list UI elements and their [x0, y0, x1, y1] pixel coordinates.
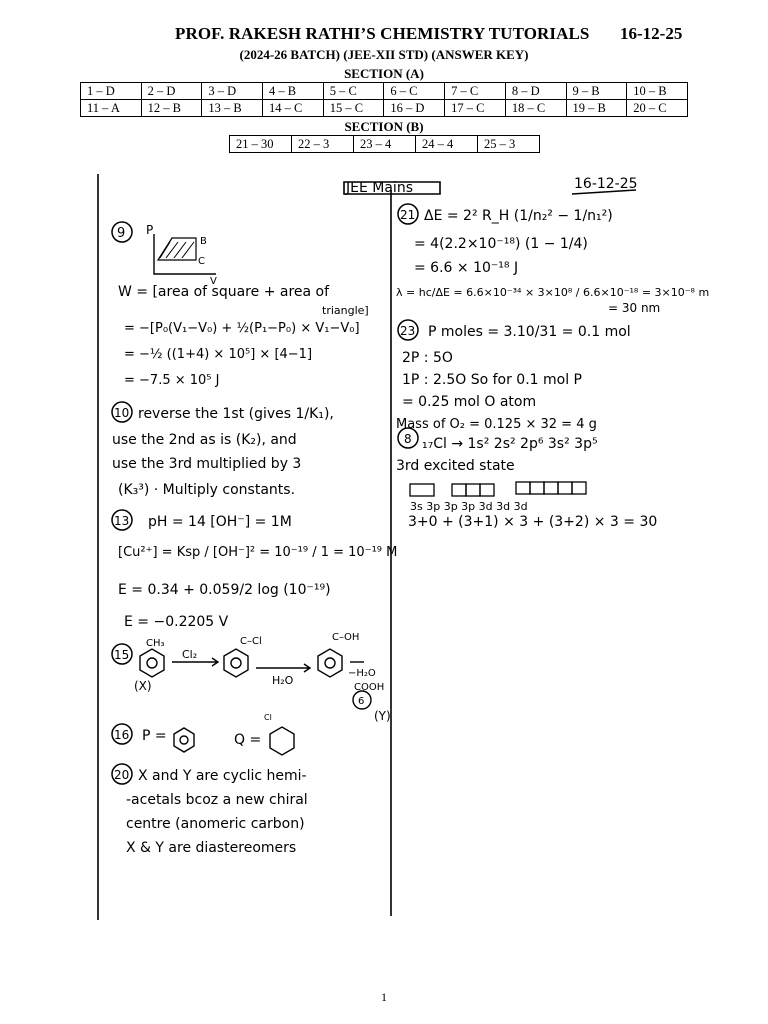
q16-q: Q = — [234, 732, 262, 748]
table-row — [230, 136, 540, 153]
answer-cell: 18 – C — [505, 100, 566, 117]
q23-line-5: Mass of O₂ = 0.125 × 32 = 4 g — [396, 417, 597, 432]
q9-line-4: = −7.5 × 10⁵ J — [124, 373, 220, 388]
page-title: PROF. RAKESH RATHI’S CHEMISTRY TUTORIALS — [175, 24, 590, 43]
section-b-table — [229, 135, 540, 153]
answer-cell: 19 – B — [566, 100, 627, 117]
handwritten-solutions — [96, 168, 710, 926]
q15-h2o: H₂O — [272, 674, 294, 687]
q21-line-2: = 4(2.2×10⁻¹⁸) (1 − 1/4) — [414, 236, 588, 252]
q23-line-2: 2P : 5O — [402, 350, 453, 366]
answer-cell: 25 – 3 — [478, 136, 540, 153]
header — [0, 24, 768, 48]
q20-line-4: X & Y are diastereomers — [126, 840, 297, 856]
q10-line-1: reverse the 1st (gives 1/K₁), — [138, 406, 334, 422]
answer-cell: 10 – B — [627, 83, 688, 100]
graph-c-label: C — [198, 256, 205, 267]
answer-cell: 5 – C — [323, 83, 384, 100]
q15-y: (Y) — [374, 709, 391, 723]
answer-cell: 8 – D — [505, 83, 566, 100]
q20-line-2: -acetals bcoz a new chiral — [126, 792, 308, 808]
q13-line-3: E = 0.34 + 0.059/2 log (10⁻¹⁹) — [118, 582, 331, 598]
pv-graph — [146, 223, 217, 287]
answer-cell: 22 – 3 — [292, 136, 354, 153]
graph-v-label: V — [210, 276, 217, 287]
answer-cell: 20 – C — [627, 100, 688, 117]
q8-line-1: ₁₇Cl → 1s² 2s² 2p⁶ 3s² 3p⁵ — [422, 436, 598, 452]
graph-p-label: P — [146, 223, 154, 237]
header-date: 16-12-25 — [620, 24, 683, 43]
answer-cell: 13 – B — [202, 100, 263, 117]
section-a-table — [80, 82, 688, 117]
answer-cell: 11 – A — [81, 100, 142, 117]
q15-number: 15 — [114, 648, 130, 662]
answer-cell: 2 – D — [141, 83, 202, 100]
q10-line-4: (K₃³) · Multiply constants. — [118, 482, 296, 498]
notes-date: 16-12-25 — [574, 176, 638, 192]
answer-cell: 21 – 30 — [230, 136, 292, 153]
q23-line-1: P moles = 3.10/31 = 0.1 mol — [428, 324, 631, 340]
q15-cooh: COOH — [354, 682, 385, 693]
answer-cell: 7 – C — [445, 83, 506, 100]
q23-line-3: 1P : 2.5O So for 0.1 mol P — [402, 372, 583, 388]
q8-number: 8 — [404, 432, 412, 446]
q21-line-4: λ = hc/ΔE = 6.6×10⁻³⁴ × 3×10⁸ / 6.6×10⁻¹⁸ = 3×10⁻⁸ m — [396, 286, 710, 299]
answer-cell: 1 – D — [81, 83, 142, 100]
batch-subtitle: (2024-26 BATCH) (JEE-XII STD) (ANSWER KEY) — [239, 47, 529, 62]
section-a-heading: SECTION (A) — [344, 66, 424, 81]
answer-cell: 15 – C — [323, 100, 384, 117]
q10-line-2: use the 2nd as is (K₂), and — [112, 432, 297, 448]
q9-line-1: W = [area of square + area of — [118, 284, 330, 300]
q15-minus-h2o: −H₂O — [348, 668, 376, 679]
notes-heading: JEE Mains — [346, 180, 413, 196]
answer-cell: 17 – C — [445, 100, 506, 117]
q20-line-1: X and Y are cyclic hemi- — [138, 768, 307, 784]
answer-cell: 3 – D — [202, 83, 263, 100]
q20-number: 20 — [114, 768, 130, 782]
q21-line-3: = 6.6 × 10⁻¹⁸ J — [414, 260, 519, 276]
answer-cell: 9 – B — [566, 83, 627, 100]
q15-six: 6 — [358, 696, 365, 707]
q16-number: 16 — [114, 728, 130, 742]
q10-number: 10 — [114, 406, 130, 420]
q15-scheme — [140, 649, 371, 709]
graph-b-label: B — [200, 236, 207, 247]
section-b-heading: SECTION (B) — [344, 119, 424, 134]
orbital-boxes — [410, 482, 586, 496]
q13-line-1: pH = 14 [OH⁻] = 1M — [148, 514, 292, 530]
table-row — [81, 83, 688, 100]
q15-coh: C–OH — [332, 632, 360, 643]
q21-line-1: ΔE = 2² R_H (1/n₂² − 1/n₁²) — [424, 208, 613, 224]
q8-line-4: 3+0 + (3+1) × 3 + (3+2) × 3 = 30 — [408, 514, 658, 530]
q21-line-5: = 30 nm — [608, 301, 661, 315]
q13-line-2: [Cu²⁺] = Ksp / [OH⁻]² = 10⁻¹⁹ / 1 = 10⁻¹⁹ M — [118, 545, 398, 560]
q20-line-3: centre (anomeric carbon) — [126, 816, 305, 832]
q23-line-4: = 0.25 mol O atom — [402, 394, 537, 410]
answer-cell: 16 – D — [384, 100, 445, 117]
q16-cl-label: Cl — [264, 713, 272, 722]
q9-line-2: = −[P₀(V₁−V₀) + ½(P₁−P₀) × V₁−V₀] — [124, 321, 360, 336]
q23-number: 23 — [400, 324, 416, 338]
q13-number: 13 — [114, 514, 130, 528]
q8-line-2: 3rd excited state — [396, 458, 515, 474]
answer-cell: 23 – 4 — [354, 136, 416, 153]
answer-cell: 14 – C — [263, 100, 324, 117]
table-row — [81, 100, 688, 117]
q15-x: (X) — [134, 679, 152, 693]
q13-line-4: E = −0.2205 V — [124, 614, 229, 630]
q16-p: P = — [142, 728, 167, 744]
q21-number: 21 — [400, 208, 416, 222]
q9-line-3: = −½ ((1+4) × 10⁵] × [4−1] — [124, 347, 313, 362]
q15-ch3: CH₃ — [146, 638, 165, 649]
answer-cell: 4 – B — [263, 83, 324, 100]
q8-line-3: 3s 3p 3p 3p 3d 3d 3d — [410, 500, 528, 513]
answer-cell: 12 – B — [141, 100, 202, 117]
q15-ccl3: C–Cl — [240, 636, 262, 647]
page-number: 1 — [381, 990, 387, 1004]
answer-cell: 6 – C — [384, 83, 445, 100]
q10-line-3: use the 3rd multiplied by 3 — [112, 456, 302, 472]
q9-number: 9 — [117, 226, 126, 241]
answer-cell: 24 – 4 — [416, 136, 478, 153]
q9-line-1b: triangle] — [322, 304, 369, 317]
q15-cl2: Cl₂ — [182, 648, 198, 661]
